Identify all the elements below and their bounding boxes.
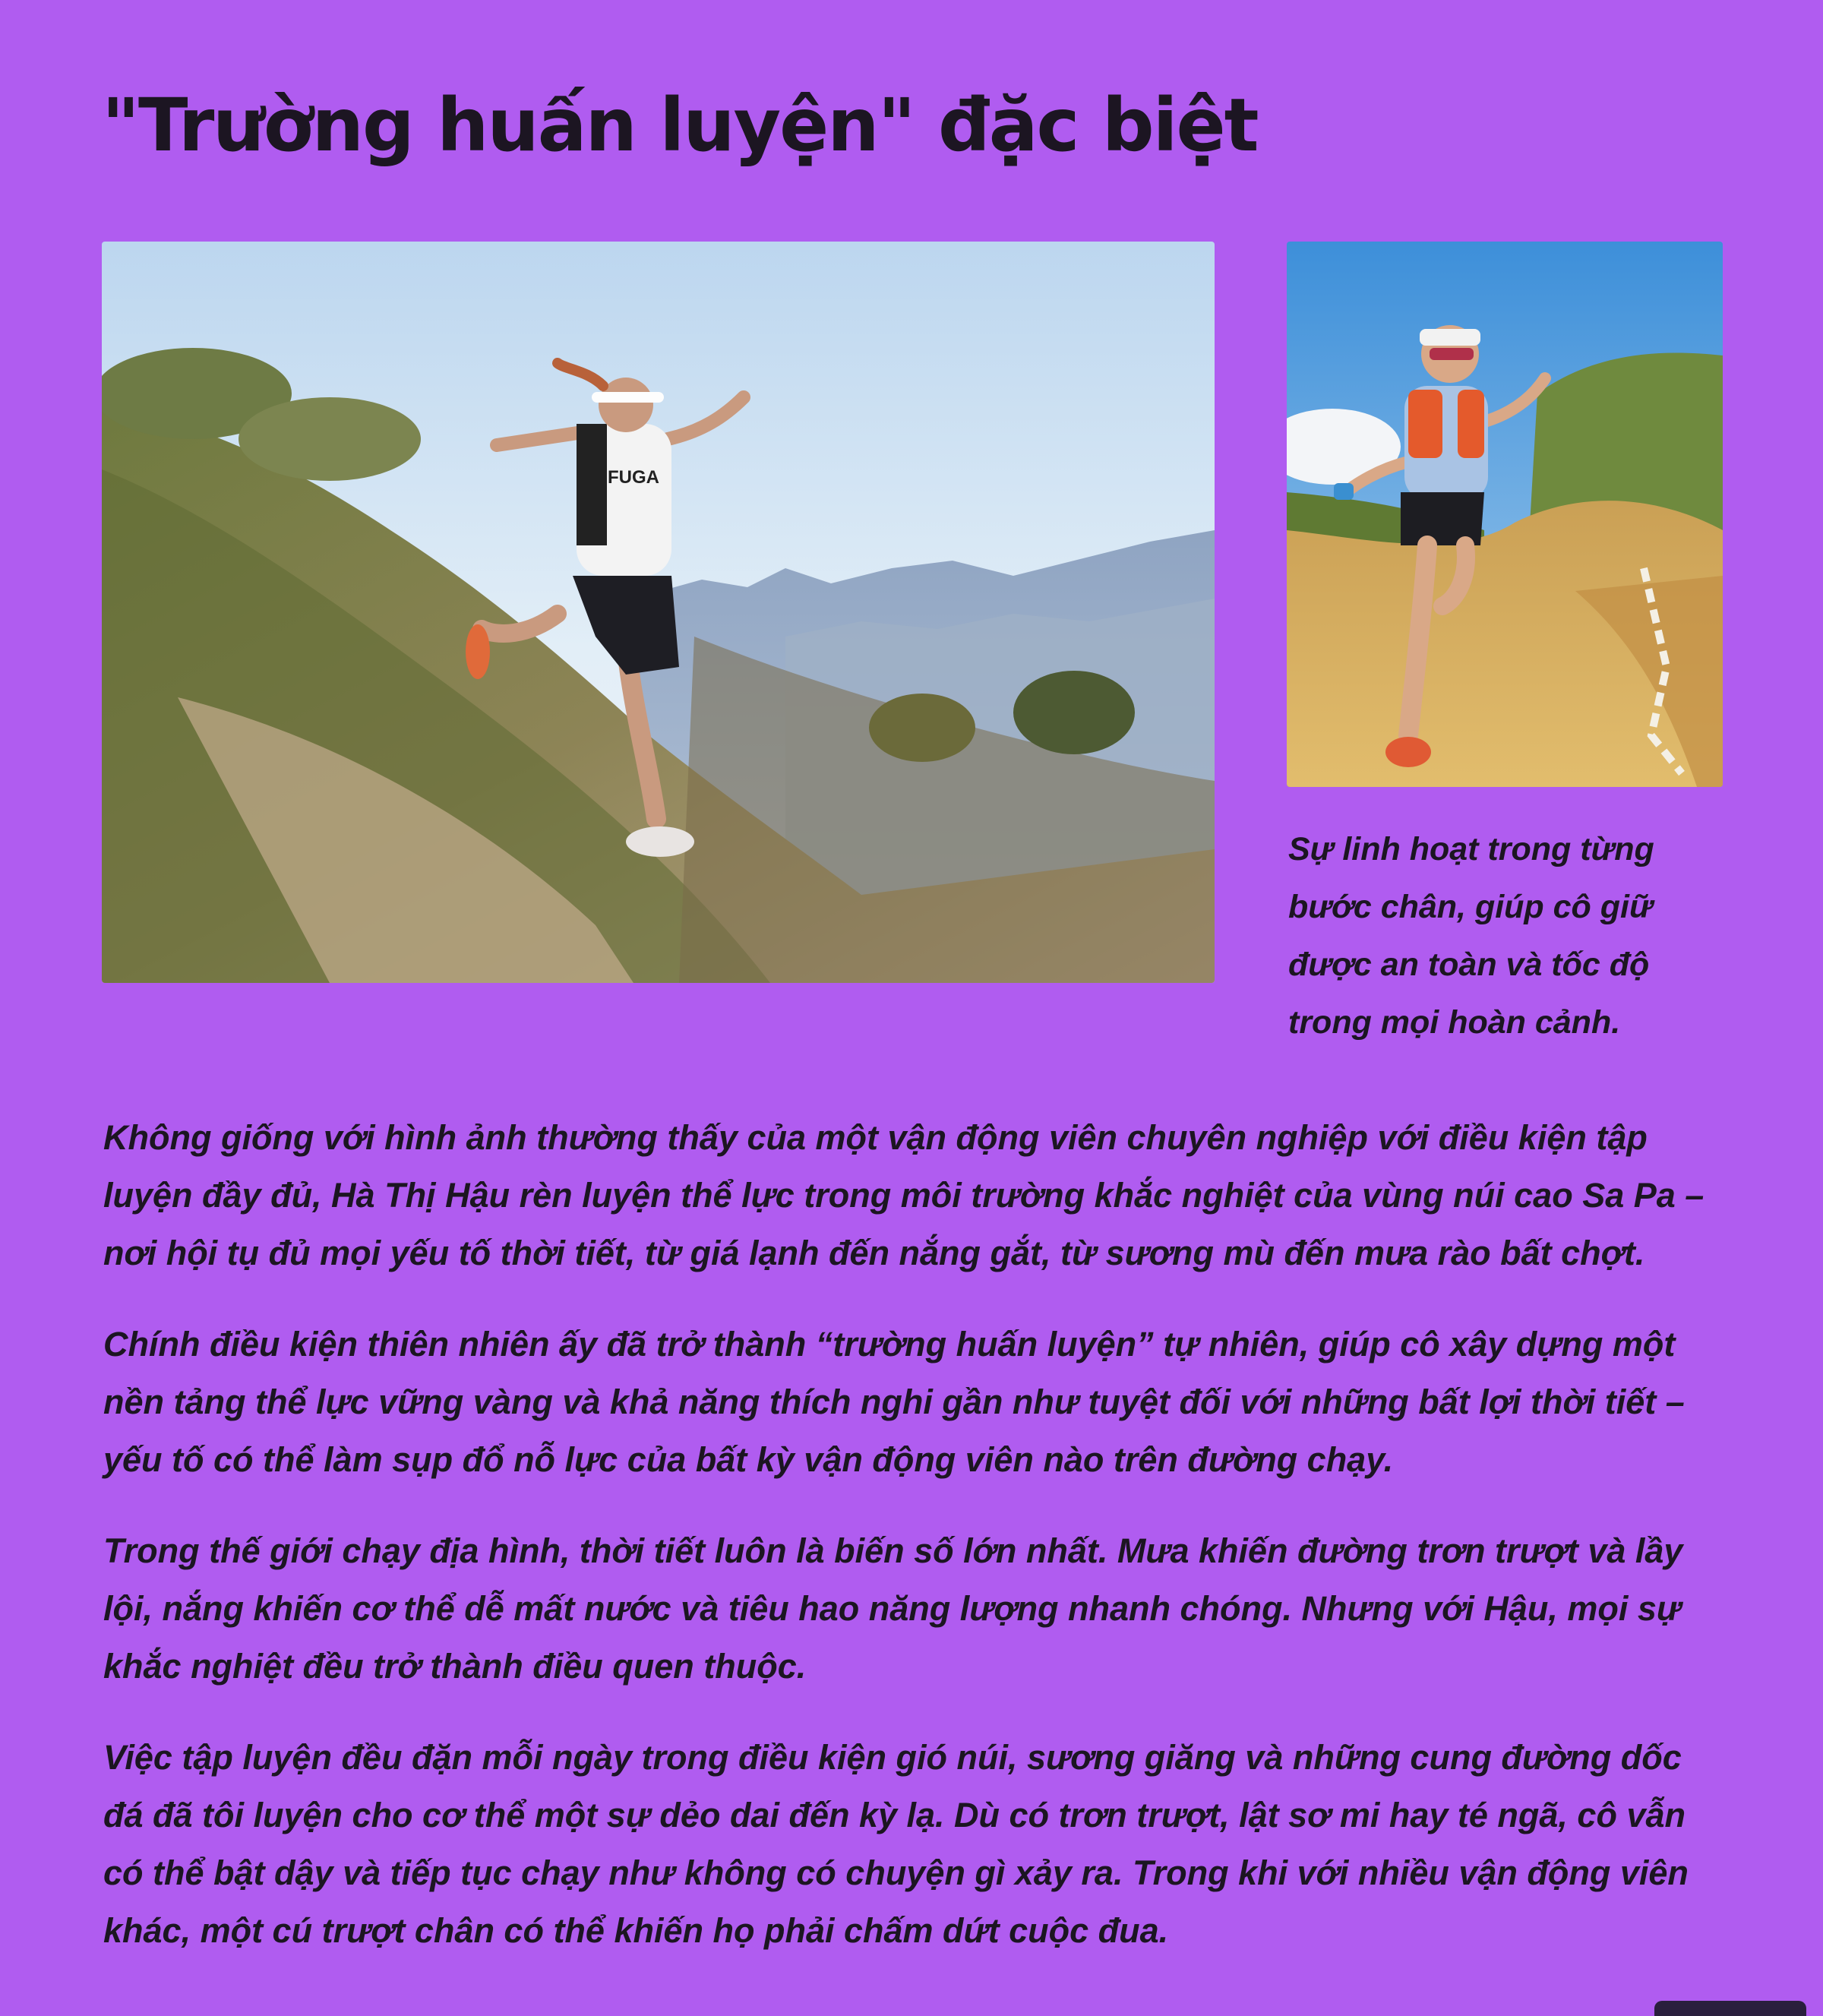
article-title: "Trường huấn luyện" đặc biệt: [102, 83, 1258, 168]
article-body: [103, 1109, 1726, 1993]
side-photo-caption: Sự linh hoạt trong từng bước chân, giúp cô giữ được an toàn và tốc độ trong mọi hoàn cảnh.: [1288, 831, 1654, 1041]
main-photo-runner-downhill: [102, 242, 1215, 983]
body-paragraph: Trong thế giới chạy địa hình, thời tiết luôn là biến số lớn nhất. Mưa khiến đường trơn trượt và lầy lội, nắng khiến cơ thể dễ mất nước và tiêu hao năng lượng nhanh chóng. Nhưng với Hậu, mọi sự khắc nghiệt đều trở thành điều quen thuộc.: [103, 1531, 1683, 1686]
shirt-logo-text: FUGA: [608, 467, 659, 488]
body-paragraph: Chính điều kiện thiên nhiên ấy đã trở thành “trường huấn luyện” tự nhiên, giúp cô xây dựng một nền tảng thể lực vững vàng và khả năng thích nghi gần như tuyệt đối với những bất lợi thời tiết – yếu tố có thể làm sụp đổ nỗ lực của bất kỳ vận động viên nào trên đường chạy.: [103, 1325, 1685, 1479]
bottom-corner-widget[interactable]: [1654, 2001, 1806, 2016]
side-photo-runner-trail: [1287, 242, 1723, 787]
body-paragraph: Không giống với hình ảnh thường thấy của một vận động viên chuyên nghiệp với điều kiện tập luyện đầy đủ, Hà Thị Hậu rèn luyện thể lực trong môi trường khắc nghiệt của vùng núi cao Sa Pa – nơi hội tụ đủ mọi yếu tố thời tiết, từ giá lạnh đến nắng gắt, từ sương mù đến mưa rào bất chợt.: [103, 1118, 1705, 1272]
body-paragraph: Việc tập luyện đều đặn mỗi ngày trong điều kiện gió núi, sương giăng và những cung đường dốc đá đã tôi luyện cho cơ thể một sự dẻo dai đến kỳ lạ. Dù có trơn trượt, lật sơ mi hay té ngã, cô vẫn có thể bật dậy và tiếp tục chạy như không có chuyện gì xảy ra. Trong khi với nhiều vận động viên khác, một cú trượt chân có thể khiến họ phải chấm dứt cuộc đua.: [103, 1738, 1689, 1950]
